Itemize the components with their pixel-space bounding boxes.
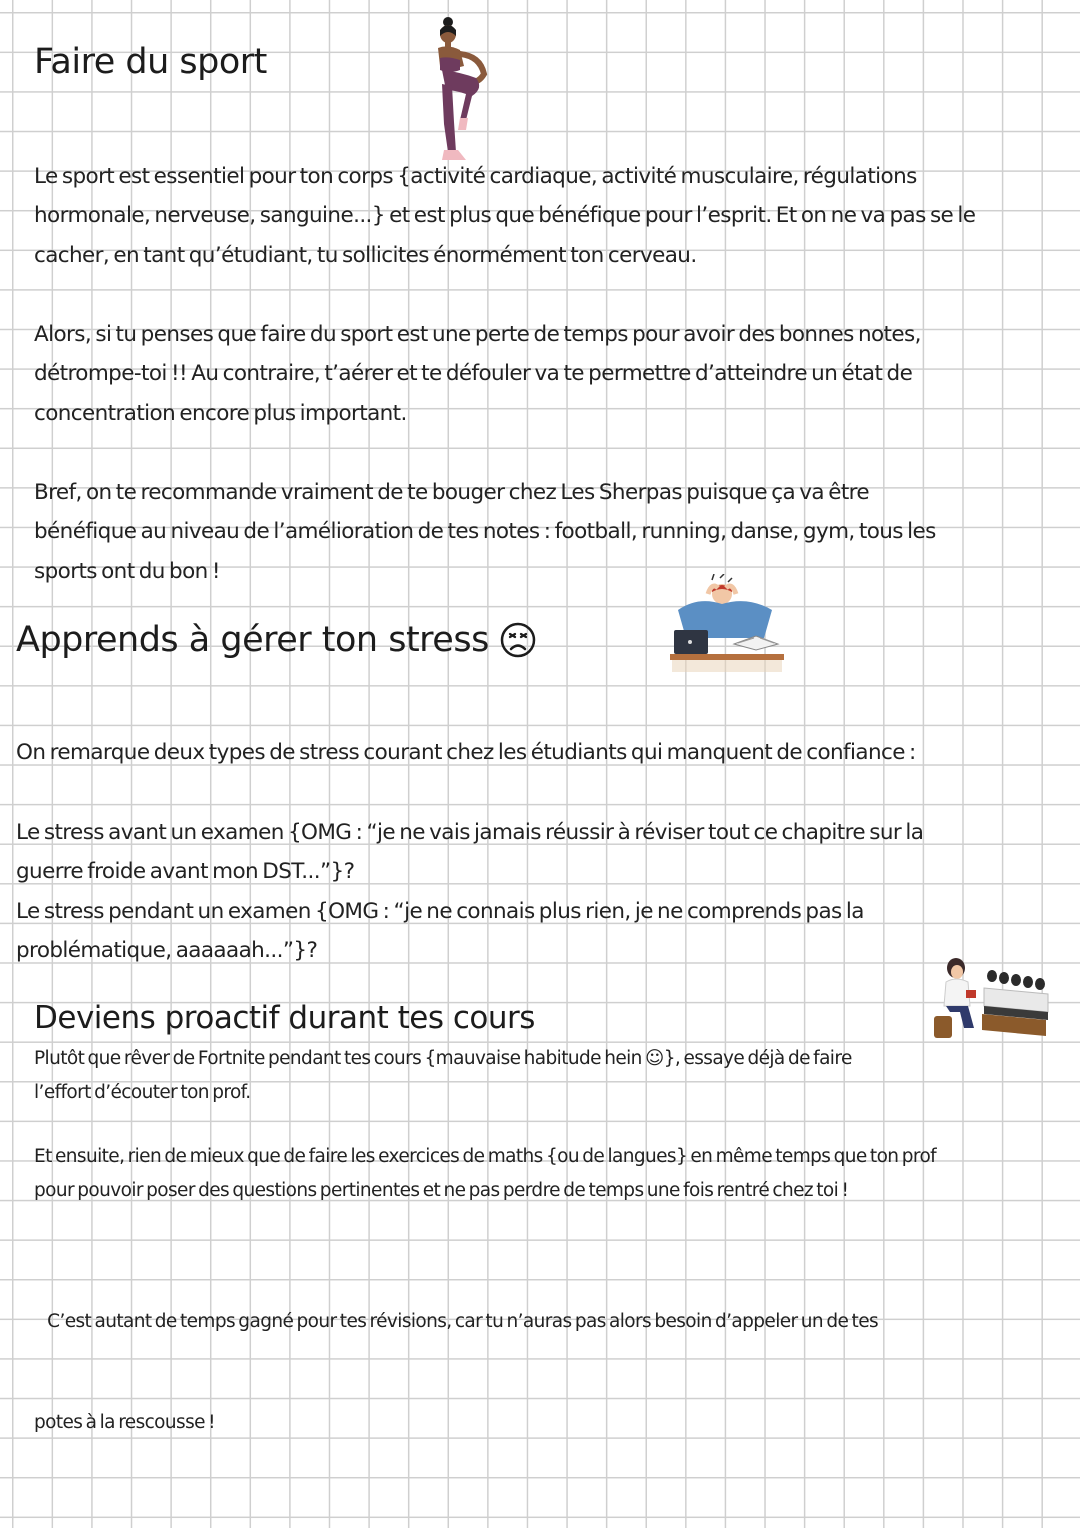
text-line: bénéfique au niveau de l’amélioration de tes notes : football, running, danse, gym, tous les	[34, 519, 936, 545]
text-line: Bref, on te recommande vraiment de te bouger chez Les Sherpas puisque ça va être	[34, 480, 870, 505]
stress-types	[16, 813, 1066, 971]
text-line: concentration encore plus important.	[34, 400, 407, 426]
text-line: guerre froide avant mon DST...”}?	[16, 859, 355, 885]
text-line: pour pouvoir poser des questions pertinentes et ne pas perdre de temps une fois rentré chez toi !	[34, 1179, 849, 1201]
proactive-paragraph-3	[34, 1238, 1064, 1473]
text-line: Alors, si tu penses que faire du sport est une perte de temps pour avoir des bonnes notes,	[34, 322, 921, 347]
stressed-student-illustration-icon	[668, 574, 786, 674]
text-line: problématique, aaaaaah...”}?	[16, 938, 318, 964]
text-line: hormonale, nerveuse, sanguine...} et est plus que bénéfique pour l’esprit. Et on ne va pas se le	[34, 203, 976, 229]
text-line: On remarque deux types de stress courant chez les étudiants qui manquent de confiance :	[16, 740, 916, 765]
section-title-sport: Faire du sport	[34, 42, 267, 82]
text-line: C’est autant de temps gagné pour tes révisions, car tu n’auras pas alors besoin d’appeler un de tes	[34, 1311, 879, 1332]
text-line: Plutôt que rêver de Fortnite pendant tes cours {mauvaise habitude hein ☺}, essaye déjà de faire	[34, 1048, 852, 1069]
text-line: l’effort d’écouter ton prof.	[34, 1081, 251, 1103]
text-line: détrompe-toi !! Au contraire, t’aérer et te défouler va te permettre d’atteindre un état de	[34, 361, 913, 387]
proactive-paragraph-1	[34, 1042, 1064, 1109]
text-line: Le stress pendant un examen {OMG : “je ne connais plus rien, je ne comprends pas la	[16, 898, 864, 924]
section-title-stress	[16, 620, 537, 660]
text-line: cacher, en tant qu’étudiant, tu sollicites énormément ton cerveau.	[34, 242, 697, 268]
section-title-proactive: Deviens proactif durant tes cours	[34, 1000, 535, 1036]
text-line: Le stress avant un examen {OMG : “je ne vais jamais réussir à réviser tout ce chapitre sur la	[16, 820, 924, 845]
sport-paragraph-3	[34, 473, 1064, 591]
class-illustration-icon	[928, 954, 1050, 1044]
sport-paragraph-2	[34, 315, 1064, 433]
sport-paragraph-1	[34, 157, 1064, 275]
text-line: sports ont du bon !	[34, 558, 220, 584]
section-title-stress-text: Apprends à gérer ton stress	[16, 620, 489, 660]
athlete-illustration-icon	[420, 14, 500, 164]
sad-face-icon	[499, 621, 537, 659]
stress-intro	[16, 733, 1066, 772]
text-line: potes à la rescousse !	[34, 1411, 215, 1433]
proactive-paragraph-2	[34, 1140, 1064, 1207]
text-line: Et ensuite, rien de mieux que de faire les exercices de maths {ou de langues} en même temps que ton prof	[34, 1146, 937, 1167]
text-line: Le sport est essentiel pour ton corps {activité cardiaque, activité musculaire, régulations	[34, 164, 917, 189]
